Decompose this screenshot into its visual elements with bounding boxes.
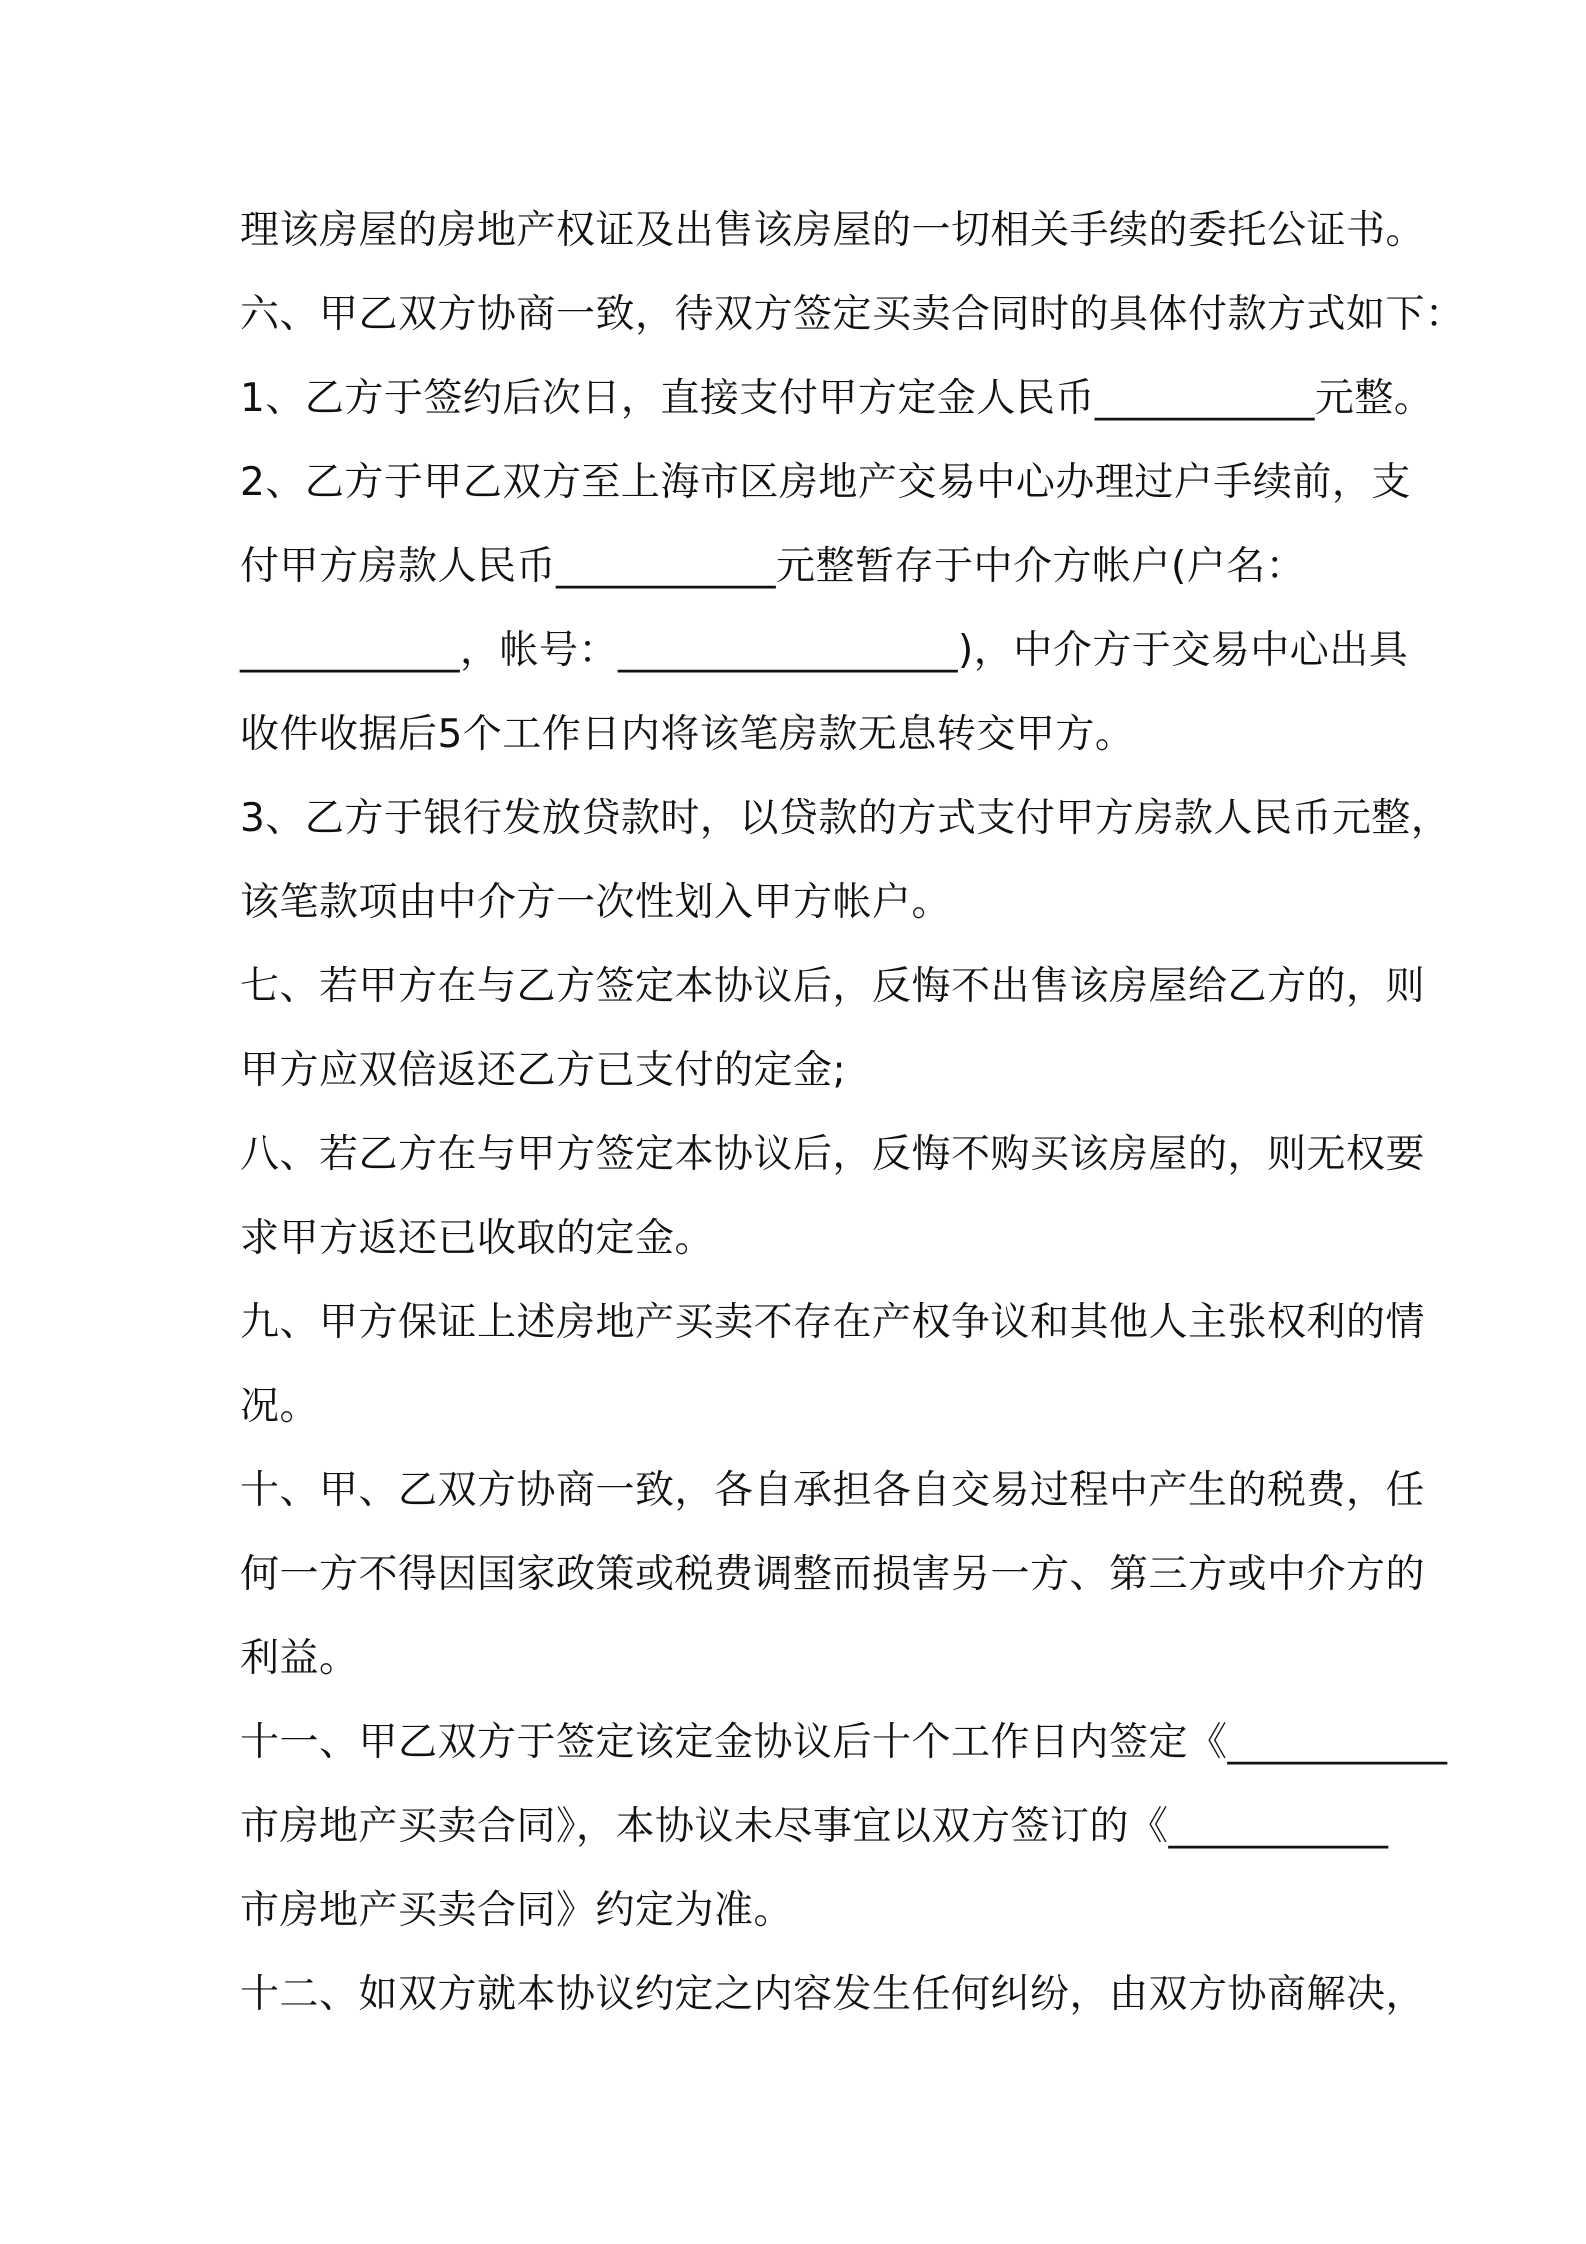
text-line: 市房地产买卖合同》约定为准。 xyxy=(240,1888,794,1933)
text-line: 该笔款项由中介方一次性划入甲方帐户。 xyxy=(240,880,952,925)
text-line: 况。 xyxy=(240,1384,320,1429)
text-line: 十、甲、乙双方协商一致，各自承担各自交易过程中产生的税费，任 xyxy=(240,1468,1426,1513)
text-line: 九、甲方保证上述房地产买卖不存在产权争议和其他人主张权利的情 xyxy=(240,1300,1426,1345)
text-line: 付甲方房款人民币___________元整暂存于中介方帐户(户名： xyxy=(240,544,1306,589)
text-line: 十一、甲乙双方于签定该定金协议后十个工作日内签定《___________ xyxy=(240,1720,1448,1765)
text-line: 市房地产买卖合同》，本协议未尽事宜以双方签订的《___________ xyxy=(240,1804,1389,1849)
text-line: 利益。 xyxy=(240,1636,359,1681)
text-line: 八、若乙方在与甲方签定本协议后，反悔不购买该房屋的，则无权要 xyxy=(240,1132,1426,1177)
text-line: 理该房屋的房地产权证及出售该房屋的一切相关手续的委托公证书。 xyxy=(240,208,1426,253)
text-line: 3、乙方于银行发放贷款时，以贷款的方式支付甲方房款人民币元整， xyxy=(240,796,1451,841)
text-line: 甲方应双倍返还乙方已支付的定金; xyxy=(240,1048,847,1093)
text-line: 收件收据后5个工作日内将该笔房款无息转交甲方。 xyxy=(240,712,1135,757)
text-line: 1、乙方于签约后次日，直接支付甲方定金人民币___________元整。 xyxy=(240,376,1434,421)
text-line: 十二、如双方就本协议约定之内容发生任何纠纷，由双方协商解决， xyxy=(240,1972,1426,2017)
text-line: ___________，帐号：_________________)，中介方于交易中心出具 xyxy=(240,628,1409,673)
text-line: 何一方不得因国家政策或税费调整而损害另一方、第三方或中介方的 xyxy=(240,1552,1426,1597)
text-line: 求甲方返还已收取的定金。 xyxy=(240,1216,715,1261)
text-line: 六、甲乙双方协商一致，待双方签定买卖合同时的具体付款方式如下： xyxy=(240,292,1465,337)
text-line: 2、乙方于甲乙双方至上海市区房地产交易中心办理过户手续前，支 xyxy=(240,460,1411,505)
text-line: 七、若甲方在与乙方签定本协议后，反悔不出售该房屋给乙方的，则 xyxy=(240,964,1426,1009)
